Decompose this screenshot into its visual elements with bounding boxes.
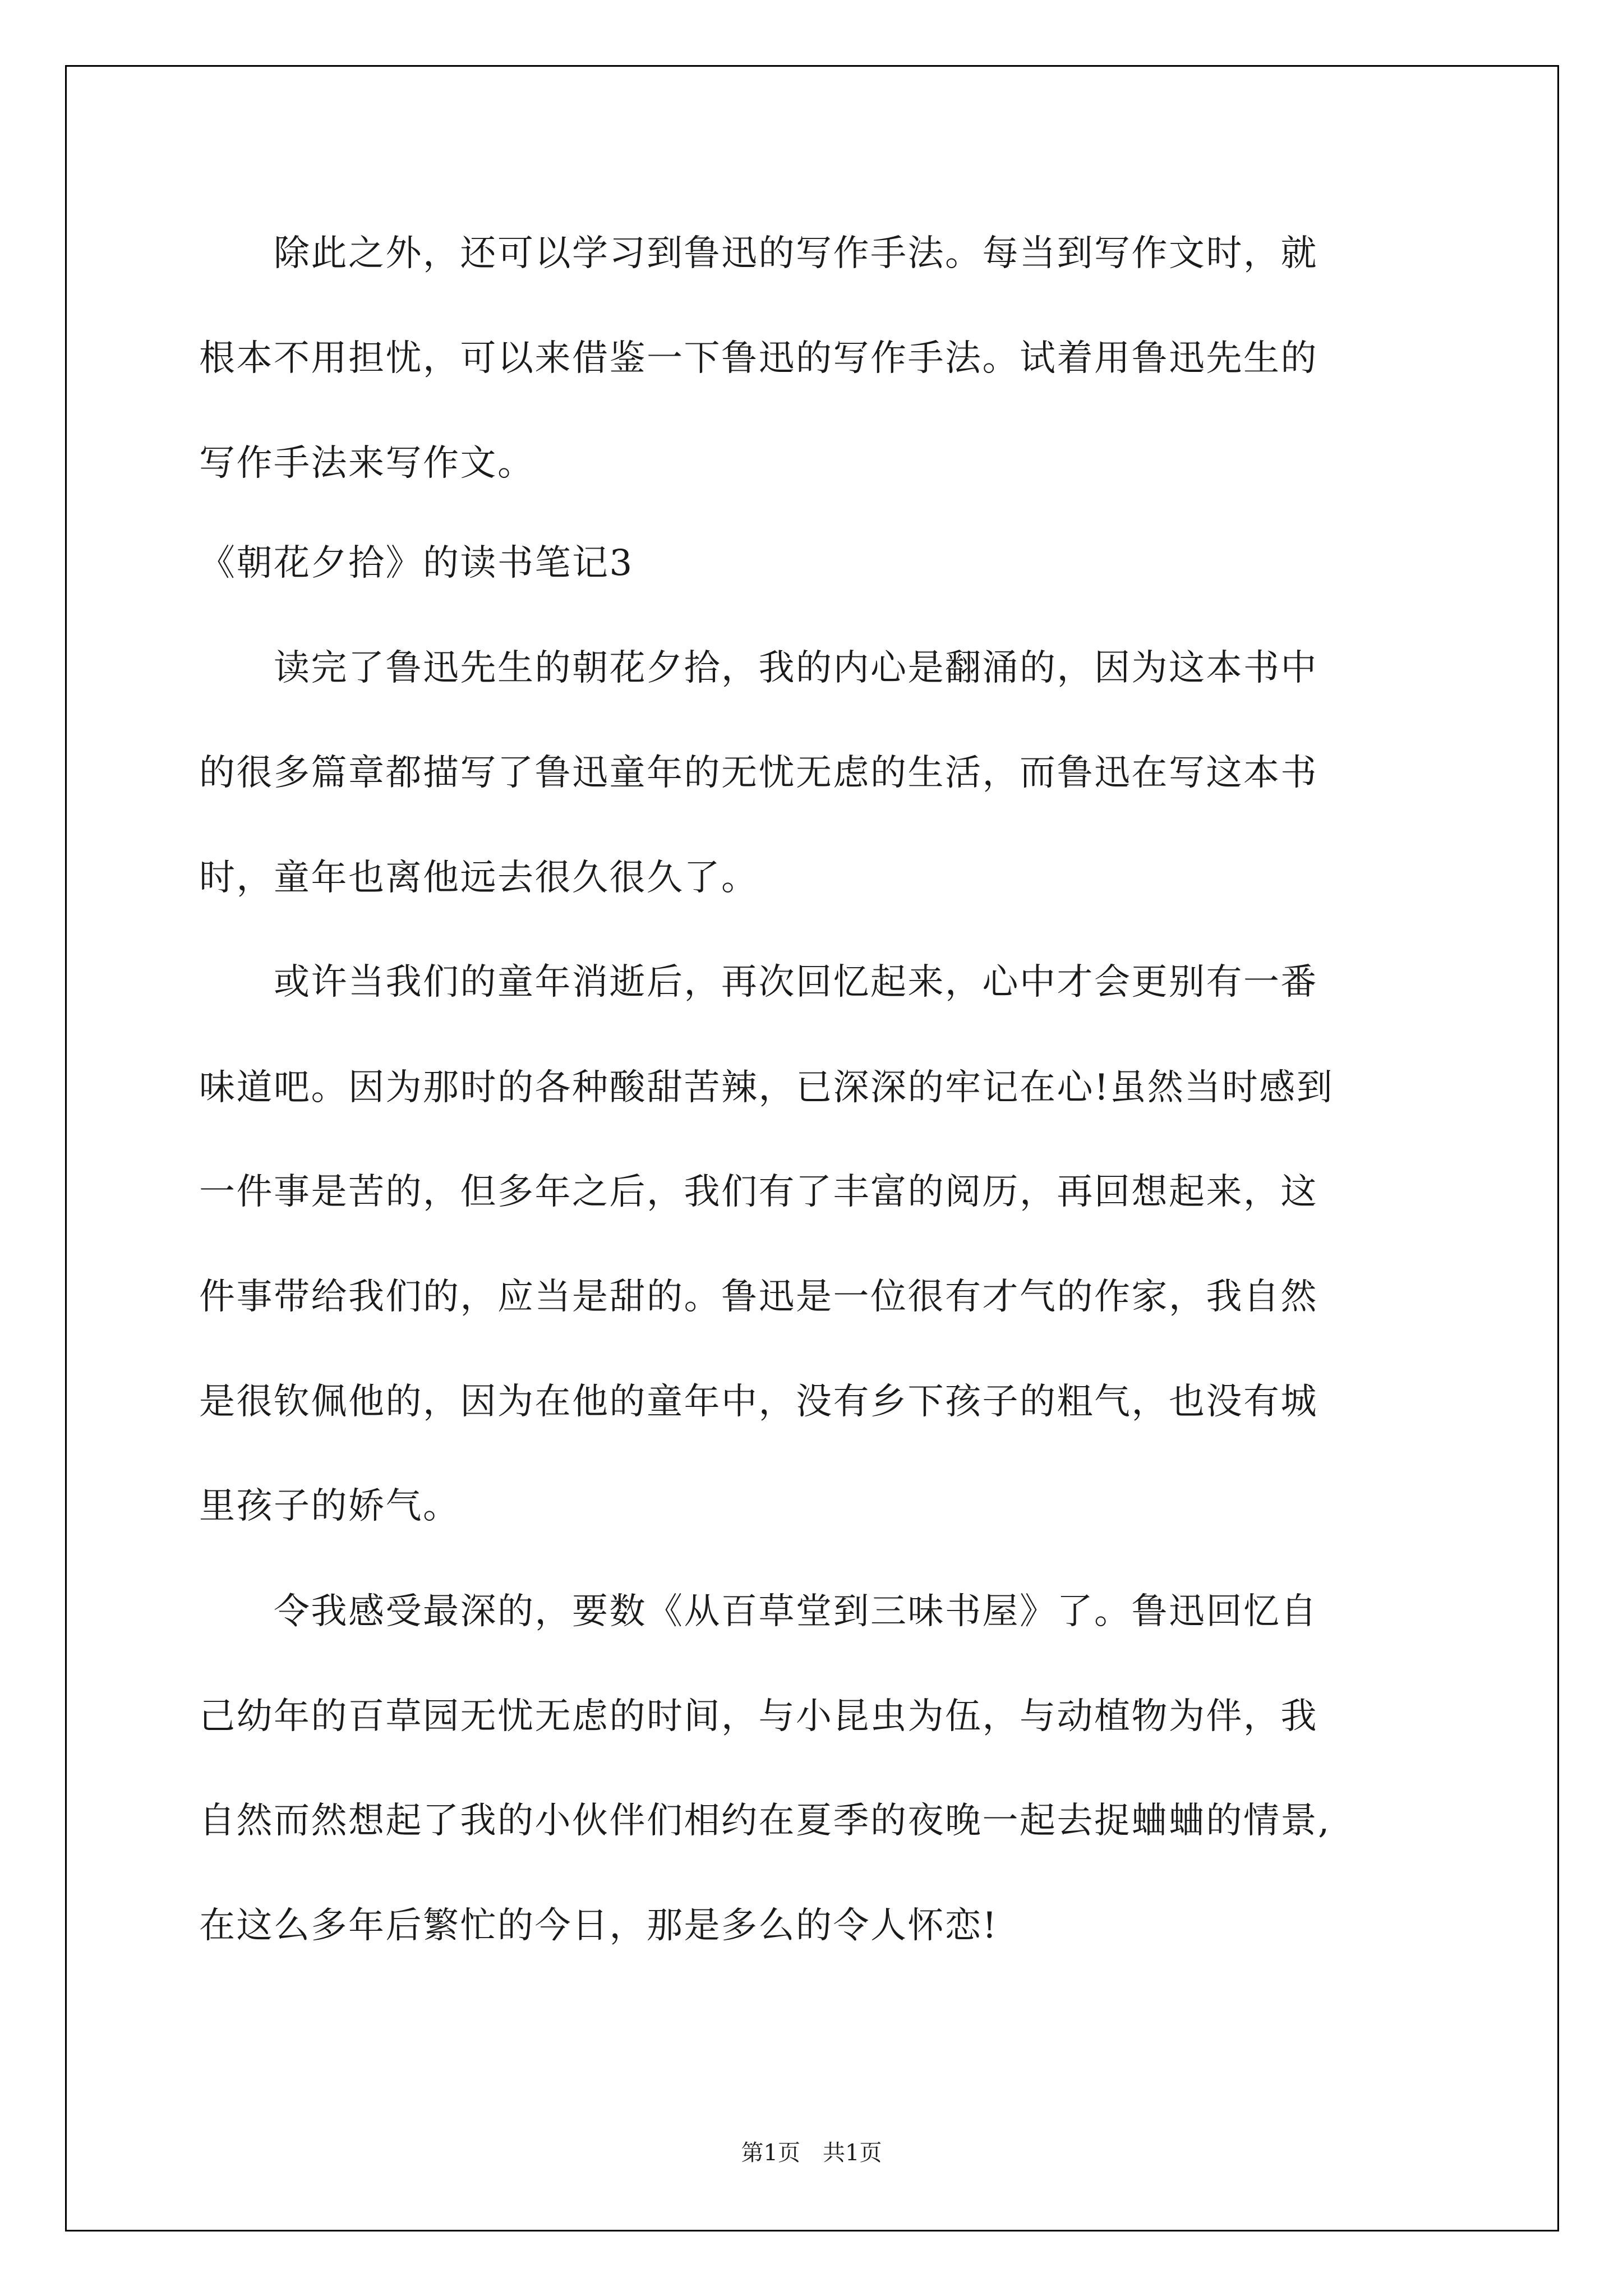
text-line: 的很多篇章都描写了鲁迅童年的无忧无虑的生活，而鲁迅在写这本书 <box>199 752 1318 794</box>
text-line: 除此之外，还可以学习到鲁迅的写作手法。每当到写作文时，就 <box>199 233 1318 274</box>
page-total: 共1页 <box>823 2140 882 2166</box>
text-line: 一件事是苦的，但多年之后，我们有了丰富的阅历，再回想起来，这 <box>199 1171 1318 1213</box>
text-line: 写作手法来写作文。 <box>199 443 535 484</box>
text-line: 时，童年也离他远去很久很久了。 <box>199 857 759 899</box>
text-line: 自然而然想起了我的小伙伴们相约在夏季的夜晚一起去捉蛐蛐的情景, <box>199 1800 1331 1842</box>
text-line: 在这么多年后繁忙的今日，那是多么的令人怀恋! <box>199 1905 998 1947</box>
section-heading: 《朝花夕拾》的读书笔记3 <box>199 542 634 584</box>
text-line: 或许当我们的童年消逝后，再次回忆起来，心中才会更别有一番 <box>199 961 1318 1003</box>
text-line: 己幼年的百草园无忧无虑的时间，与小昆虫为伍，与动植物为伴，我 <box>199 1696 1318 1737</box>
page-number: 第1页 <box>741 2140 800 2166</box>
text-line: 里孩子的娇气。 <box>199 1485 460 1527</box>
page-footer <box>0 2136 1623 2170</box>
text-line: 令我感受最深的，要数《从百草堂到三味书屋》了。鲁迅回忆自 <box>199 1591 1318 1632</box>
text-line: 是很钦佩他的，因为在他的童年中，没有乡下孩子的粗气，也没有城 <box>199 1381 1318 1423</box>
text-line: 读完了鲁迅先生的朝花夕拾，我的内心是翻涌的，因为这本书中 <box>199 647 1318 689</box>
text-line: 件事带给我们的，应当是甜的。鲁迅是一位很有才气的作家，我自然 <box>199 1276 1318 1318</box>
text-line: 根本不用担忧，可以来借鉴一下鲁迅的写作手法。试着用鲁迅先生的 <box>199 338 1318 379</box>
text-line: 味道吧。因为那时的各种酸甜苦辣，已深深的牢记在心!虽然当时感到 <box>199 1067 1334 1108</box>
